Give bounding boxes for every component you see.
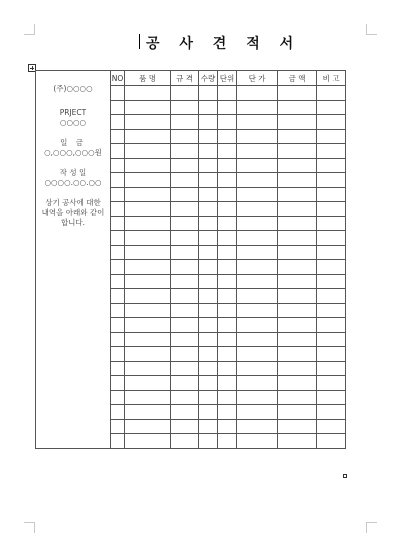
text-cursor [139,34,140,49]
cell-amount[interactable] [278,289,317,304]
cell-item-name[interactable] [125,173,171,188]
page-corner-mark-top-left [24,24,35,35]
cell-amount[interactable] [278,144,317,159]
cell-item-name[interactable] [125,86,171,101]
cell-quantity[interactable] [199,390,218,405]
cell-no[interactable] [111,318,125,333]
cell-quantity[interactable] [199,434,218,449]
cell-item-name[interactable] [125,303,171,318]
cell-no[interactable] [111,405,125,420]
cell-spec[interactable] [171,129,199,144]
cell-no[interactable] [111,216,125,231]
cell-item-name[interactable] [125,274,171,289]
cell-quantity[interactable] [199,332,218,347]
cell-spec[interactable] [171,100,199,115]
page-corner-mark-bottom-right [366,522,377,533]
note-line: 내역을 아래와 같이 [41,208,105,217]
cell-item-name[interactable] [125,129,171,144]
column-header-spec[interactable]: 규 격 [171,71,199,86]
cell-item-name[interactable] [125,419,171,434]
cell-unit-price[interactable] [237,318,278,333]
cell-spec[interactable] [171,86,199,101]
cell-no[interactable] [111,231,125,246]
cell-remarks[interactable] [317,289,346,304]
cell-unit-price[interactable] [237,216,278,231]
cell-unit[interactable] [218,332,237,347]
cell-spec[interactable] [171,419,199,434]
cell-amount[interactable] [278,158,317,173]
cell-spec[interactable] [171,434,199,449]
cell-amount[interactable] [278,86,317,101]
cell-unit-price[interactable] [237,245,278,260]
cell-remarks[interactable] [317,419,346,434]
cell-item-name[interactable] [125,376,171,391]
cell-unit-price[interactable] [237,274,278,289]
cell-amount[interactable] [278,303,317,318]
cell-no[interactable] [111,347,125,362]
cell-unit[interactable] [218,100,237,115]
column-header-unit-price[interactable]: 단 가 [237,71,278,86]
amount-block [36,138,110,158]
cell-unit-price[interactable] [237,202,278,217]
cell-remarks[interactable] [317,260,346,275]
cell-no[interactable] [111,332,125,347]
cell-amount[interactable] [278,260,317,275]
cell-no[interactable] [111,274,125,289]
cell-spec[interactable] [171,332,199,347]
cell-quantity[interactable] [199,202,218,217]
note-block [36,198,110,228]
column-header-no[interactable]: NO [111,71,125,86]
cell-spec[interactable] [171,173,199,188]
cell-remarks[interactable] [317,187,346,202]
cell-amount[interactable] [278,434,317,449]
project-value: ○○○○ [59,118,87,127]
cell-quantity[interactable] [199,86,218,101]
cell-quantity[interactable] [199,187,218,202]
cell-quantity[interactable] [199,129,218,144]
cell-remarks[interactable] [317,129,346,144]
cell-item-name[interactable] [125,390,171,405]
cell-no[interactable] [111,86,125,101]
cell-item-name[interactable] [125,405,171,420]
cell-quantity[interactable] [199,245,218,260]
cell-unit[interactable] [218,274,237,289]
amount-value: ○,○○○,○○○원 [44,148,102,157]
cell-item-name[interactable] [125,260,171,275]
cell-item-name[interactable] [125,202,171,217]
cell-item-name[interactable] [125,318,171,333]
cell-no[interactable] [111,303,125,318]
cell-remarks[interactable] [317,173,346,188]
cell-amount[interactable] [278,129,317,144]
cell-unit[interactable] [218,245,237,260]
cell-amount[interactable] [278,318,317,333]
cell-quantity[interactable] [199,361,218,376]
cell-unit-price[interactable] [237,303,278,318]
cell-unit[interactable] [218,376,237,391]
cell-remarks[interactable] [317,361,346,376]
column-header-unit[interactable]: 단위 [218,71,237,86]
cell-unit-price[interactable] [237,347,278,362]
cell-remarks[interactable] [317,100,346,115]
cell-spec[interactable] [171,303,199,318]
cell-unit-price[interactable] [237,332,278,347]
cell-item-name[interactable] [125,347,171,362]
cell-unit-price[interactable] [237,434,278,449]
cell-item-name[interactable] [125,158,171,173]
company-block [36,84,110,94]
cell-unit[interactable] [218,231,237,246]
cell-remarks[interactable] [317,405,346,420]
cell-amount[interactable] [278,231,317,246]
cell-amount[interactable] [278,390,317,405]
cell-spec[interactable] [171,347,199,362]
estimate-table[interactable] [35,70,346,449]
cell-item-name[interactable] [125,144,171,159]
cell-remarks[interactable] [317,231,346,246]
cell-unit[interactable] [218,260,237,275]
project-label: PRJECT [59,108,87,117]
cell-spec[interactable] [171,231,199,246]
cell-quantity[interactable] [199,115,218,130]
cell-unit[interactable] [218,361,237,376]
cell-no[interactable] [111,289,125,304]
cell-quantity[interactable] [199,419,218,434]
cell-unit[interactable] [218,347,237,362]
cell-amount[interactable] [278,361,317,376]
cell-unit[interactable] [218,419,237,434]
cell-amount[interactable] [278,347,317,362]
cell-spec[interactable] [171,202,199,217]
company-name: (주)○○○○ [53,84,93,93]
cell-remarks[interactable] [317,274,346,289]
cell-spec[interactable] [171,260,199,275]
cell-unit-price[interactable] [237,115,278,130]
cell-unit-price[interactable] [237,144,278,159]
cell-remarks[interactable] [317,318,346,333]
cell-quantity[interactable] [199,231,218,246]
cell-amount[interactable] [278,202,317,217]
cell-spec[interactable] [171,187,199,202]
cell-amount[interactable] [278,115,317,130]
cell-unit-price[interactable] [237,361,278,376]
cell-unit[interactable] [218,405,237,420]
amount-label: 일 금 [60,138,86,147]
cell-remarks[interactable] [317,144,346,159]
cell-quantity[interactable] [199,100,218,115]
cell-unit-price[interactable] [237,86,278,101]
cell-remarks[interactable] [317,332,346,347]
note-line: 상기 공사에 대한 [45,198,101,207]
cell-no[interactable] [111,158,125,173]
cell-no[interactable] [111,390,125,405]
cell-quantity[interactable] [199,216,218,231]
table-resize-handle[interactable] [343,474,347,478]
cell-no[interactable] [111,419,125,434]
cell-quantity[interactable] [199,303,218,318]
column-header-quantity[interactable]: 수량 [199,71,218,86]
cell-amount[interactable] [278,419,317,434]
cell-unit-price[interactable] [237,419,278,434]
cell-unit-price[interactable] [237,289,278,304]
cell-unit[interactable] [218,173,237,188]
cell-amount[interactable] [278,405,317,420]
cell-no[interactable] [111,245,125,260]
cell-unit[interactable] [218,216,237,231]
cell-quantity[interactable] [199,405,218,420]
cell-no[interactable] [111,187,125,202]
cell-quantity[interactable] [199,289,218,304]
date-value: ○○○○.○○.○○ [44,178,102,187]
column-header-amount[interactable]: 금 액 [278,71,317,86]
cell-quantity[interactable] [199,274,218,289]
cell-item-name[interactable] [125,289,171,304]
cell-remarks[interactable] [317,202,346,217]
cell-quantity[interactable] [199,144,218,159]
cell-amount[interactable] [278,216,317,231]
cell-unit-price[interactable] [237,231,278,246]
cell-spec[interactable] [171,361,199,376]
table-header-row [36,71,346,86]
cell-no[interactable] [111,173,125,188]
cell-remarks[interactable] [317,390,346,405]
cell-quantity[interactable] [199,260,218,275]
cell-unit[interactable] [218,434,237,449]
cell-amount[interactable] [278,376,317,391]
cell-no[interactable] [111,129,125,144]
cell-spec[interactable] [171,405,199,420]
cell-quantity[interactable] [199,173,218,188]
cell-item-name[interactable] [125,231,171,246]
cell-no[interactable] [111,434,125,449]
cell-amount[interactable] [278,332,317,347]
cell-unit[interactable] [218,303,237,318]
project-block [36,108,110,128]
date-block [36,168,110,188]
document-title[interactable]: 공 사 견 적 서 [146,36,301,52]
cell-unit-price[interactable] [237,100,278,115]
cell-no[interactable] [111,100,125,115]
cell-no[interactable] [111,144,125,159]
cell-remarks[interactable] [317,303,346,318]
cell-no[interactable] [111,376,125,391]
cell-spec[interactable] [171,158,199,173]
page-corner-mark-bottom-left [24,522,35,533]
cell-amount[interactable] [278,274,317,289]
cell-quantity[interactable] [199,376,218,391]
cell-unit[interactable] [218,129,237,144]
cell-spec[interactable] [171,274,199,289]
cell-item-name[interactable] [125,100,171,115]
cell-remarks[interactable] [317,115,346,130]
cell-unit[interactable] [218,289,237,304]
note-line: 합니다. [60,218,86,227]
cell-unit-price[interactable] [237,376,278,391]
cell-item-name[interactable] [125,245,171,260]
cell-spec[interactable] [171,318,199,333]
cell-spec[interactable] [171,390,199,405]
cell-spec[interactable] [171,245,199,260]
cell-item-name[interactable] [125,361,171,376]
cell-spec[interactable] [171,216,199,231]
cell-unit-price[interactable] [237,405,278,420]
cell-item-name[interactable] [125,332,171,347]
column-header-item-name[interactable]: 품 명 [125,71,171,86]
cell-amount[interactable] [278,187,317,202]
cell-unit-price[interactable] [237,187,278,202]
cell-remarks[interactable] [317,347,346,362]
page-corner-mark-top-right [366,24,377,35]
cell-spec[interactable] [171,115,199,130]
cell-unit-price[interactable] [237,260,278,275]
cell-unit[interactable] [218,86,237,101]
cell-amount[interactable] [278,173,317,188]
cell-unit[interactable] [218,115,237,130]
cell-spec[interactable] [171,289,199,304]
cell-remarks[interactable] [317,216,346,231]
cell-quantity[interactable] [199,158,218,173]
cell-remarks[interactable] [317,245,346,260]
cell-item-name[interactable] [125,216,171,231]
side-info-cell[interactable] [36,71,111,449]
cell-remarks[interactable] [317,434,346,449]
cell-item-name[interactable] [125,434,171,449]
cell-no[interactable] [111,115,125,130]
cell-no[interactable] [111,202,125,217]
cell-amount[interactable] [278,100,317,115]
cell-unit-price[interactable] [237,173,278,188]
cell-quantity[interactable] [199,347,218,362]
cell-remarks[interactable] [317,86,346,101]
cell-unit-price[interactable] [237,390,278,405]
date-label: 작 성 일 [59,168,87,177]
cell-spec[interactable] [171,376,199,391]
cell-item-name[interactable] [125,115,171,130]
cell-no[interactable] [111,260,125,275]
cell-quantity[interactable] [199,318,218,333]
cell-remarks[interactable] [317,158,346,173]
cell-remarks[interactable] [317,376,346,391]
cell-unit[interactable] [218,202,237,217]
cell-no[interactable] [111,361,125,376]
cell-item-name[interactable] [125,187,171,202]
cell-unit-price[interactable] [237,158,278,173]
cell-unit[interactable] [218,390,237,405]
cell-unit[interactable] [218,318,237,333]
cell-spec[interactable] [171,144,199,159]
cell-amount[interactable] [278,245,317,260]
cell-unit[interactable] [218,144,237,159]
column-header-remarks[interactable]: 비 고 [317,71,346,86]
cell-unit[interactable] [218,158,237,173]
cell-unit-price[interactable] [237,129,278,144]
cell-unit[interactable] [218,187,237,202]
